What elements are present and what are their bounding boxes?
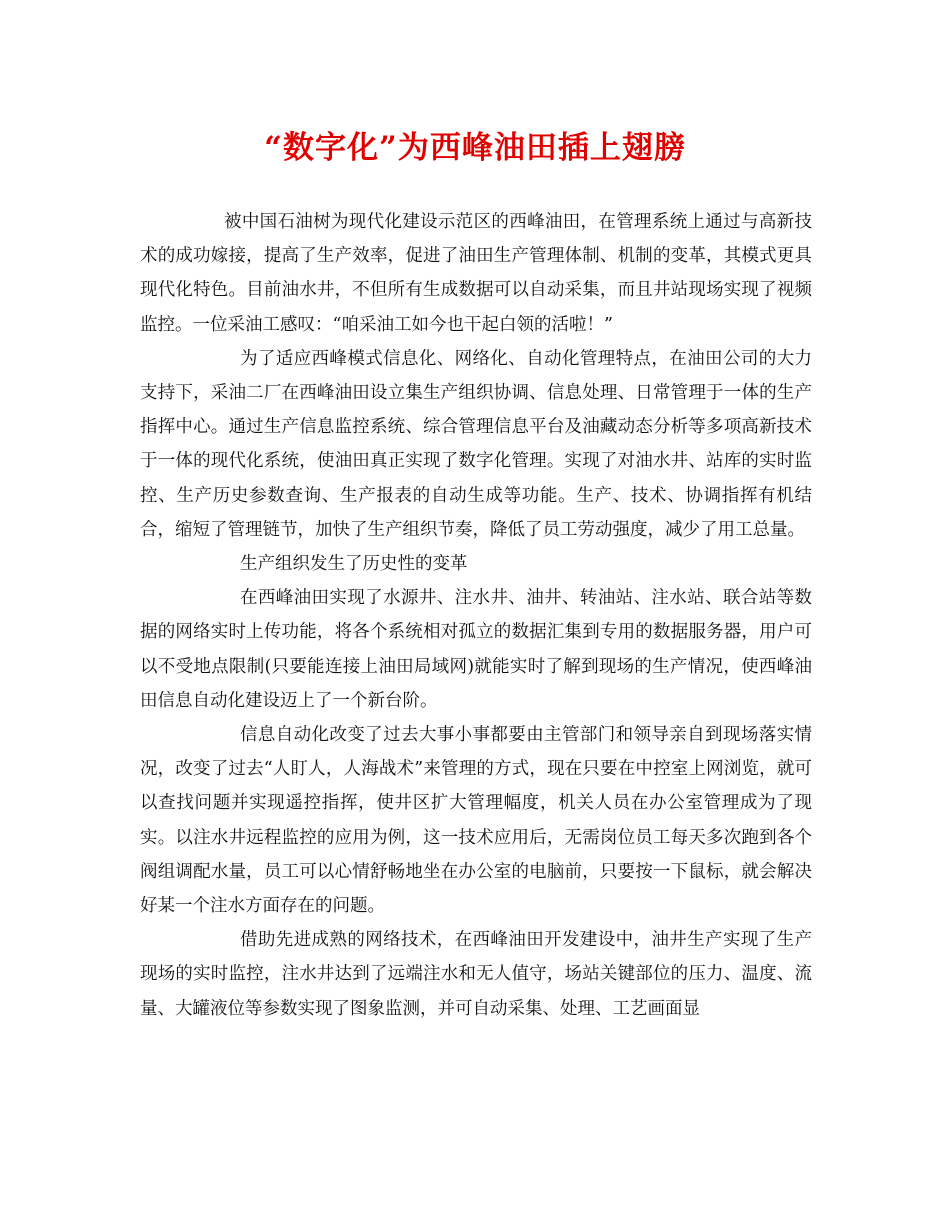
document-body — [140, 205, 812, 1026]
paragraph-command-center: 为了适应西峰模式信息化、网络化、自动化管理特点，在油田公司的大力支持下，采油二厂在西峰油田设立集生产组织协调、信息处理、日常管理于一体的生产指挥中心。通过生产信息监控系统、综合管理信息平台及油藏动态分析等多项高新技术于一体的现代化系统，使油田真正实现了数字化管理。实现了对油水井、站库的实时监控、生产历史参数查询、生产报表的自动生成等功能。生产、技术、协调指挥有机结合，缩短了管理链节，加快了生产组织节奏，降低了员工劳动强度，减少了用工总量。 — [140, 348, 812, 540]
paragraph-automation: 信息自动化改变了过去大事小事都要由主管部门和领导亲自到现场落实情况，改变了过去“人盯人，人海战术”来管理的方式，现在只要在中控室上网浏览，就可以查找问题并实现遥控指挥，使井区扩大管理幅度，机关人员在办公室管理成为了现实。以注水井远程监控的应用为例，这一技术应用后，无需岗位员工每天多次跑到各个阀组调配水量，员工可以心情舒畅地坐在办公室的电脑前，只要按一下鼠标，就会解决好某一个注水方面存在的问题。 — [140, 725, 812, 917]
paragraph-data-upload: 在西峰油田实现了水源井、注水井、油井、转油站、注水站、联合站等数据的网络实时上传功能，将各个系统相对孤立的数据汇集到专用的数据服务器，用户可以不受地点限制(只要能连接上油田局域网)就能实时了解到现场的生产情况，使西峰油田信息自动化建设迈上了一个新台阶。 — [140, 588, 812, 711]
section-heading: 生产组织发生了历史性的变革 — [240, 554, 468, 575]
paragraph-intro: 被中国石油树为现代化建设示范区的西峰油田，在管理系统上通过与高新技术的成功嫁接，提高了生产效率，促进了油田生产管理体制、机制的变革，其模式更具现代化特色。目前油水井，不但所有生成数据可以自动采集，而且井站现场实现了视频监控。一位采油工感叹：“咱采油工如今也干起白领的活啦！” — [140, 212, 812, 335]
paragraph-network-tech: 借助先进成熟的网络技术，在西峰油田开发建设中，油井生产实现了生产现场的实时监控，注水井达到了远端注水和无人值守，场站关键部位的压力、温度、流量、大罐液位等参数实现了图象监测，并可自动采集、处理、工艺画面显 — [140, 930, 812, 1019]
document-title: “数字化”为西峰油田插上翅膀 — [264, 130, 686, 166]
